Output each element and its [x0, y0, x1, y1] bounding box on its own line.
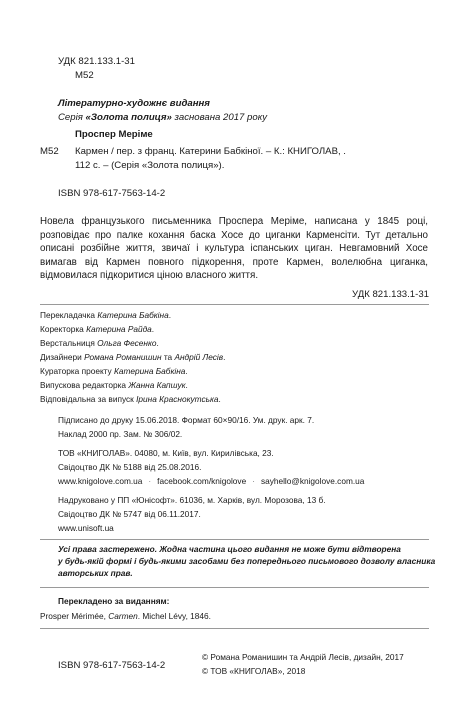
- credit-proofreader: [40, 324, 225, 338]
- credit-role: Верстальниця: [40, 338, 98, 348]
- credit-name: Романа Романишин: [84, 352, 162, 362]
- translated-from-source: [40, 611, 211, 622]
- divider-3: [40, 587, 429, 588]
- credit-end: .: [185, 366, 188, 376]
- udk-code: УДК 821.133.1-31: [58, 56, 135, 67]
- print-info-line-1: Підписано до друку 15.06.2018. Формат 60×90/16. Ум. друк. арк. 7.: [58, 415, 315, 425]
- edition-type: Літературно-художнє видання: [58, 98, 210, 109]
- credit-role: Коректорка: [40, 324, 87, 334]
- credit-name: Ірина Краснокутська: [136, 394, 219, 404]
- book-description: Новела французького письменника Проспера Меріме, написана у 1845 році, розповідає про палке кохання баска Хосе до циганки Карменсіти. Тут детально описані розбійне життя, звичаї і культура іспанських циган. Невгамовний Хосе вимагав від Кармен повного підкорення, проте Кармен, волелюбна циганка, відмовилася підкоритися ціною власного життя.: [40, 216, 428, 282]
- credit-end: .: [218, 394, 221, 404]
- source-author: Prosper Mérimée,: [40, 611, 109, 621]
- credit-name: Катерина Бабкіна: [114, 366, 186, 376]
- catalog-cutter: М52: [40, 146, 59, 157]
- series-suffix: заснована 2017 року: [171, 112, 268, 123]
- printer-site-link[interactable]: www.unisoft.ua: [58, 523, 114, 533]
- printer-certificate: Свідоцтво ДК № 5747 від 06.11.2017.: [58, 509, 201, 519]
- series-line: [58, 112, 267, 124]
- credit-name-2: Андрій Лесів: [174, 352, 224, 362]
- divider-2: [40, 539, 429, 540]
- catalog-line-2: 112 с. – (Серія «Золота полиця»).: [75, 160, 225, 171]
- publisher-address: ТОВ «КНИГОЛАВ». 04080, м. Київ, вул. Кирилівська, 23.: [58, 448, 274, 458]
- credits-list: [40, 310, 225, 408]
- separator: ·: [252, 476, 255, 486]
- credit-name: Ольга Фесенко: [97, 338, 157, 348]
- series-prefix: Серія: [58, 112, 86, 123]
- divider-4: [40, 628, 429, 629]
- series-name: «Золота полиця»: [85, 112, 172, 123]
- translated-from-heading: Перекладено за виданням:: [58, 596, 170, 606]
- isbn-top: ISBN 978-617-7563-14-2: [58, 188, 166, 199]
- credit-curator: [40, 366, 225, 380]
- credit-designers: [40, 352, 225, 366]
- credit-mid: та: [161, 352, 175, 362]
- credit-translator: [40, 310, 225, 324]
- copyright-line-1: © Романа Романишин та Андрій Лесів, дизайн, 2017: [202, 652, 404, 662]
- credit-end: .: [185, 380, 188, 390]
- credit-role: Кураторка проекту: [40, 366, 115, 376]
- print-info-line-2: Наклад 2000 пр. Зам. № 306/02.: [58, 429, 183, 439]
- rights-line-1: Усі права застережено. Жодна частина цього видання не може бути відтворена: [58, 544, 401, 554]
- isbn-bottom: ISBN 978-617-7563-14-2: [58, 660, 166, 671]
- printer-address: Надруковано у ПП «Юнісофт». 61036, м. Харків, вул. Морозова, 13 б.: [58, 495, 326, 505]
- copyright-line-2: © ТОВ «КНИГОЛАВ», 2018: [202, 666, 306, 676]
- source-title: Carmen: [108, 611, 138, 621]
- udk-cutter: М52: [75, 70, 94, 81]
- credit-release-editor: [40, 380, 225, 394]
- publisher-certificate: Свідоцтво ДК № 5188 від 25.08.2016.: [58, 462, 202, 472]
- rights-line-3: авторських прав.: [58, 568, 133, 578]
- credit-layout: [40, 338, 225, 352]
- credit-name: Катерина Бабкіна: [97, 310, 169, 320]
- catalog-author: Проспер Меріме: [75, 129, 153, 140]
- credit-end: .: [168, 310, 172, 320]
- publisher-facebook-link[interactable]: facebook.com/knigolove: [157, 476, 247, 486]
- credit-role: Перекладачка: [40, 310, 98, 320]
- source-rest: . Michel Lévy, 1846.: [137, 611, 211, 621]
- separator: ·: [148, 476, 152, 486]
- credit-responsible: [40, 394, 225, 408]
- credit-name: Жанна Капшук: [128, 380, 186, 390]
- credit-role: Відповідальна за випуск: [40, 394, 137, 404]
- publisher-email-link[interactable]: sayhello@knigolove.com.ua: [260, 476, 365, 486]
- credit-end: .: [223, 352, 226, 362]
- credit-end: .: [151, 324, 155, 334]
- udk-bottom: УДК 821.133.1-31: [352, 289, 429, 300]
- rights-line-2: у будь-якій формі і будь-якими засобами без попереднього письмового дозволу власника: [58, 556, 436, 566]
- publisher-site-link[interactable]: www.knigolove.com.ua: [58, 476, 143, 486]
- publisher-links: [58, 476, 364, 487]
- credit-end: .: [156, 338, 159, 348]
- credit-name: Катерина Райда: [86, 324, 152, 334]
- credit-role: Дизайнери: [40, 352, 85, 362]
- divider-1: [40, 304, 429, 305]
- credit-role: Випускова редакторка: [40, 380, 129, 390]
- catalog-line-1: Кармен / пер. з франц. Катерини Бабкіної. – К.: КНИГОЛАВ, .: [75, 146, 346, 157]
